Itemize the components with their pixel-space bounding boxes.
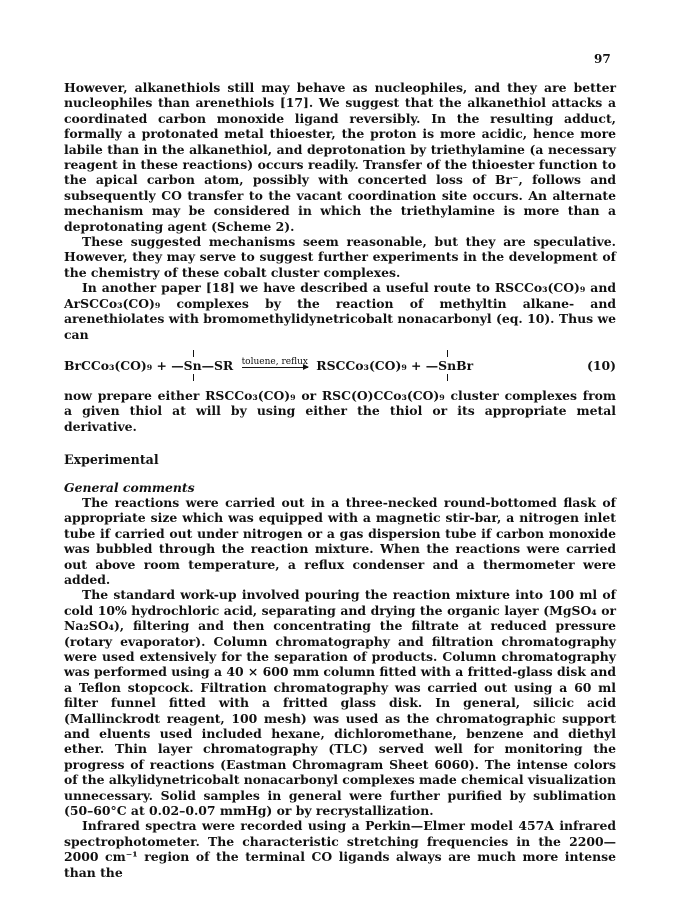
paragraph-mechanism: However, alkanethiols still may behave as nucleophiles, and they are better nucleophiles than arenethiols [17]. We suggest that the alkanethiol attacks a coordinated carbon monoxide ligand reversibly. In the resulting adduct, formally a protonated metal thioester, the proton is more acidic, hence more labile than in the alkanethiol, and deprotonation by triethylamine (a necessary reagent in these reactions) occurs readily. Transfer of the thioester function to the apical carbon atom, possibly with concerted loss of Br⁻, follows and subsequently CO transfer to the vacant coordination site occurs. An alternate mechanism may be considered in which the triethylamine is more than a deprotonating agent (Scheme 2). — [64, 80, 616, 234]
equation-10 — [64, 352, 616, 380]
equation-number: (10) — [587, 358, 616, 374]
equation-rhs-start: RSCCo₃(CO)₉ + — — [316, 358, 439, 374]
tin-atom-right: Sn — [438, 358, 457, 374]
paragraph-speculative: These suggested mechanisms seem reasonable, but they are speculative. However, they may serve to suggest further experiments in the development of the chemistry of these cobalt cluster complexes. — [64, 234, 616, 280]
equation-rhs-end: Br — [456, 358, 474, 374]
section-title: Experimental — [64, 452, 159, 468]
paragraph-infrared: Infrared spectra were recorded using a Perkin—Elmer model 457A infrared spectrophotometer. The characteristic stretching frequencies in the 2200—2000 cm⁻¹ region of the terminal CO ligands always are much more intense than the — [64, 818, 616, 880]
article-body — [64, 80, 616, 880]
page-number: 97 — [594, 52, 611, 66]
tin-atom-left: Sn — [183, 358, 202, 374]
paragraph-route: In another paper [18] we have described a useful route to RSCCo₃(CO)₉ and ArSCCo₃(CO)₉ complexes by the reaction of methyltin alkane- and arenethiolates with bromomethylidynetricobalt nonacarbonyl (eq. 10). Thus we can — [64, 280, 616, 342]
subsection-title: General comments — [64, 479, 195, 495]
paragraph-apparatus: The reactions were carried out in a three-necked round-bottomed flask of appropriate size which was equipped with a magnetic stir-bar, a nitrogen inlet tube if carried out under nitrogen or a gas dispersion tube if carbon monoxide was bubbled through the reaction mixture. When the reactions were carried out above room temperature, a reflux condenser and a thermometer were added. — [64, 494, 616, 587]
paragraph-after-equation: now prepare either RSCCo₃(CO)₉ or RSC(O)CCo₃(CO)₉ cluster complexes from a given thiol at will by using either the thiol or its appropriate metal derivative. — [64, 387, 616, 434]
arrow-icon — [242, 367, 308, 368]
paragraph-workup: The standard work-up involved pouring the reaction mixture into 100 ml of cold 10% hydrochloric acid, separating and drying the organic layer (MgSO₄ or Na₂SO₄), filtering and then concentrating the filtrate at reduced pressure (rotary evaporator). Column chromatography and filtration chromatography were used extensively for the separation of products. Column chromatography was performed using a 40 × 600 mm column fitted with a fritted-glass disk and a Teflon stopcock. Filtration chromatography was carried out using a 60 ml filter funnel fitted with a fritted glass disk. In general, silicic acid (Mallinckrodt reagent, 100 mesh) was used as the chromatographic support and eluents used included hexane, dichloromethane, benzene and diethyl ether. Thin layer chromatography (TLC) served well for monitoring the progress of reactions (Eastman Chromagram Sheet 6060). The intense colors of the alkylidynetricobalt nonacarbonyl complexes made chemical visualization unnecessary. Solid samples in general were further purified by sublimation (50–60°C at 0.02–0.07 mmHg) or by recrystallization. — [64, 587, 616, 819]
equation-body — [64, 358, 473, 373]
equation-lhs-end: —SR — [201, 358, 234, 374]
reaction-conditions: toluene, reflux — [241, 357, 308, 368]
equation-lhs-start: BrCCo₃(CO)₉ + — — [64, 358, 184, 374]
reaction-arrow — [242, 357, 308, 368]
